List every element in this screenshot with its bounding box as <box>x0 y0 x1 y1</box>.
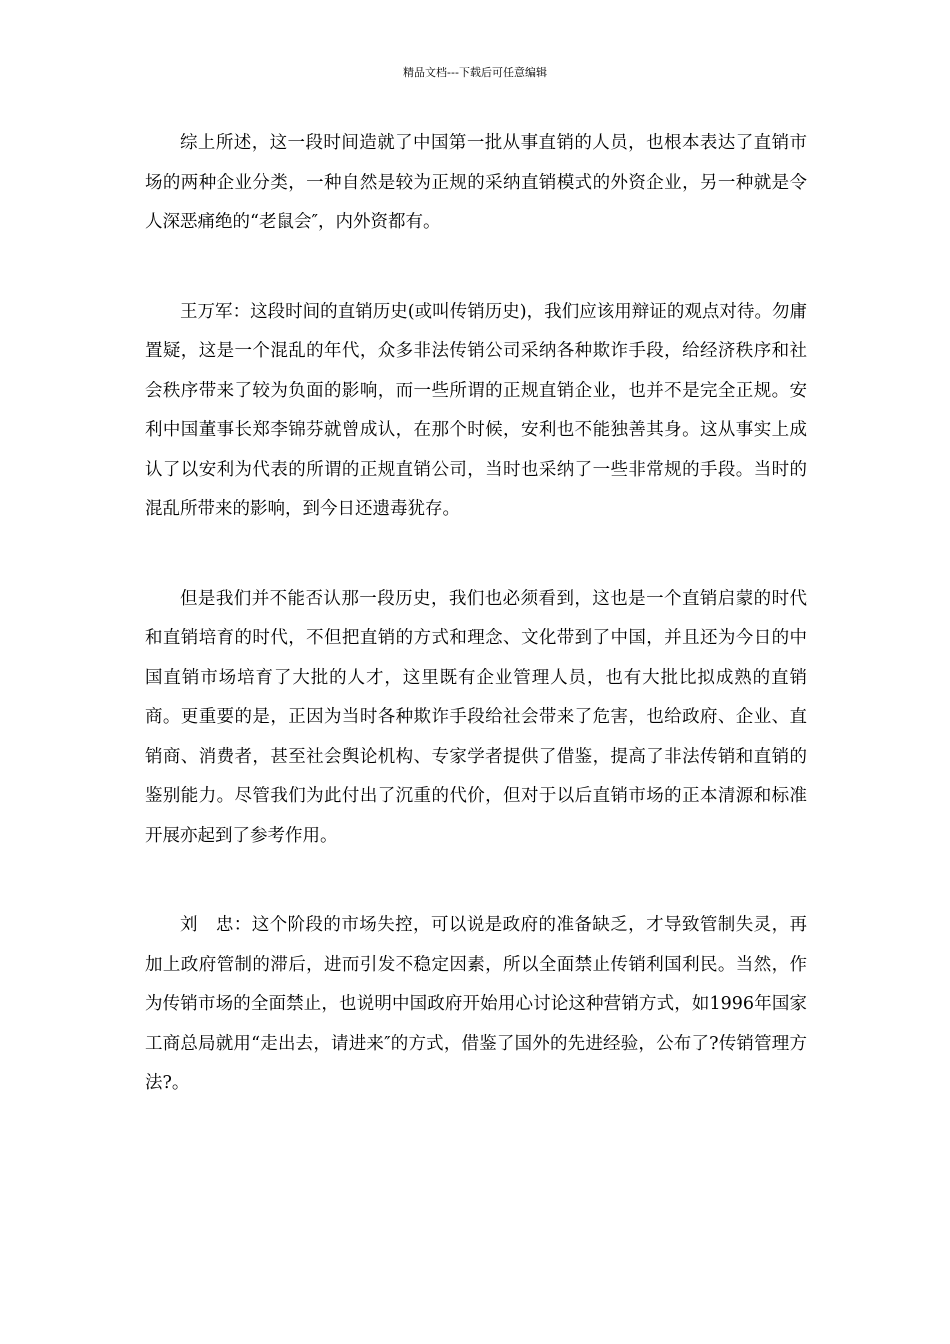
paragraph-wang-wanjun: 王万军：这段时间的直销历史(或叫传销历史)，我们应该用辩证的观点对待。勿庸置疑，这是一个混乱的年代，众多非法传销公司采纳各种欺诈手段，给经济秩序和社会秩序带来了较为负面的影响，而一些所谓的正规直销企业，也并不是完全正规。安利中国董事长郑李锦芬就曾成认，在那个时候，安利也不能独善其身。这从事实上成认了以安利为代表的所谓的正规直销公司，当时也采纳了一些非常规的手段。当时的混乱所带来的影响，到今日还遗毒犹存。 <box>145 301 807 519</box>
document-body <box>145 124 807 1154</box>
paragraph-summary: 综上所述，这一段时间造就了中国第一批从事直销的人员，也根本表达了直销市场的两种企业分类，一种自然是较为正规的采纳直销模式的外资企业，另一种就是令人深恶痛绝的“老鼠会″，内外资都有。 <box>145 133 807 232</box>
paragraph-liu-zhong: 刘 忠：这个阶段的市场失控，可以说是政府的准备缺乏，才导致管制失灵，再加上政府管制的滞后，进而引发不稳定因素，所以全面禁止传销利国利民。当然，作为传销市场的全面禁止，也说明中国政府开始用心讨论这种营销方式，如1996年国家工商总局就用“走出去，请进来″的方式，借鉴了国外的先进经验，公布了?传销管理方法?。 <box>145 915 807 1093</box>
paragraph-history-view: 但是我们并不能否认那一段历史，我们也必须看到，这也是一个直销启蒙的时代和直销培育的时代，不但把直销的方式和理念、文化带到了中国，并且还为今日的中国直销市场培育了大批的人才，这里既有企业管理人员，也有大批比拟成熟的直销商。更重要的是，正因为当时各种欺诈手段给社会带来了危害，也给政府、企业、直销商、消费者，甚至社会舆论机构、专家学者提供了借鉴，提高了非法传销和直销的鉴别能力。尽管我们为此付出了沉重的代价，但对于以后直销市场的正本清源和标准开展亦起到了参考作用。 <box>145 588 807 846</box>
page-header: 精品文档---下载后可任意编辑 <box>403 66 547 79</box>
